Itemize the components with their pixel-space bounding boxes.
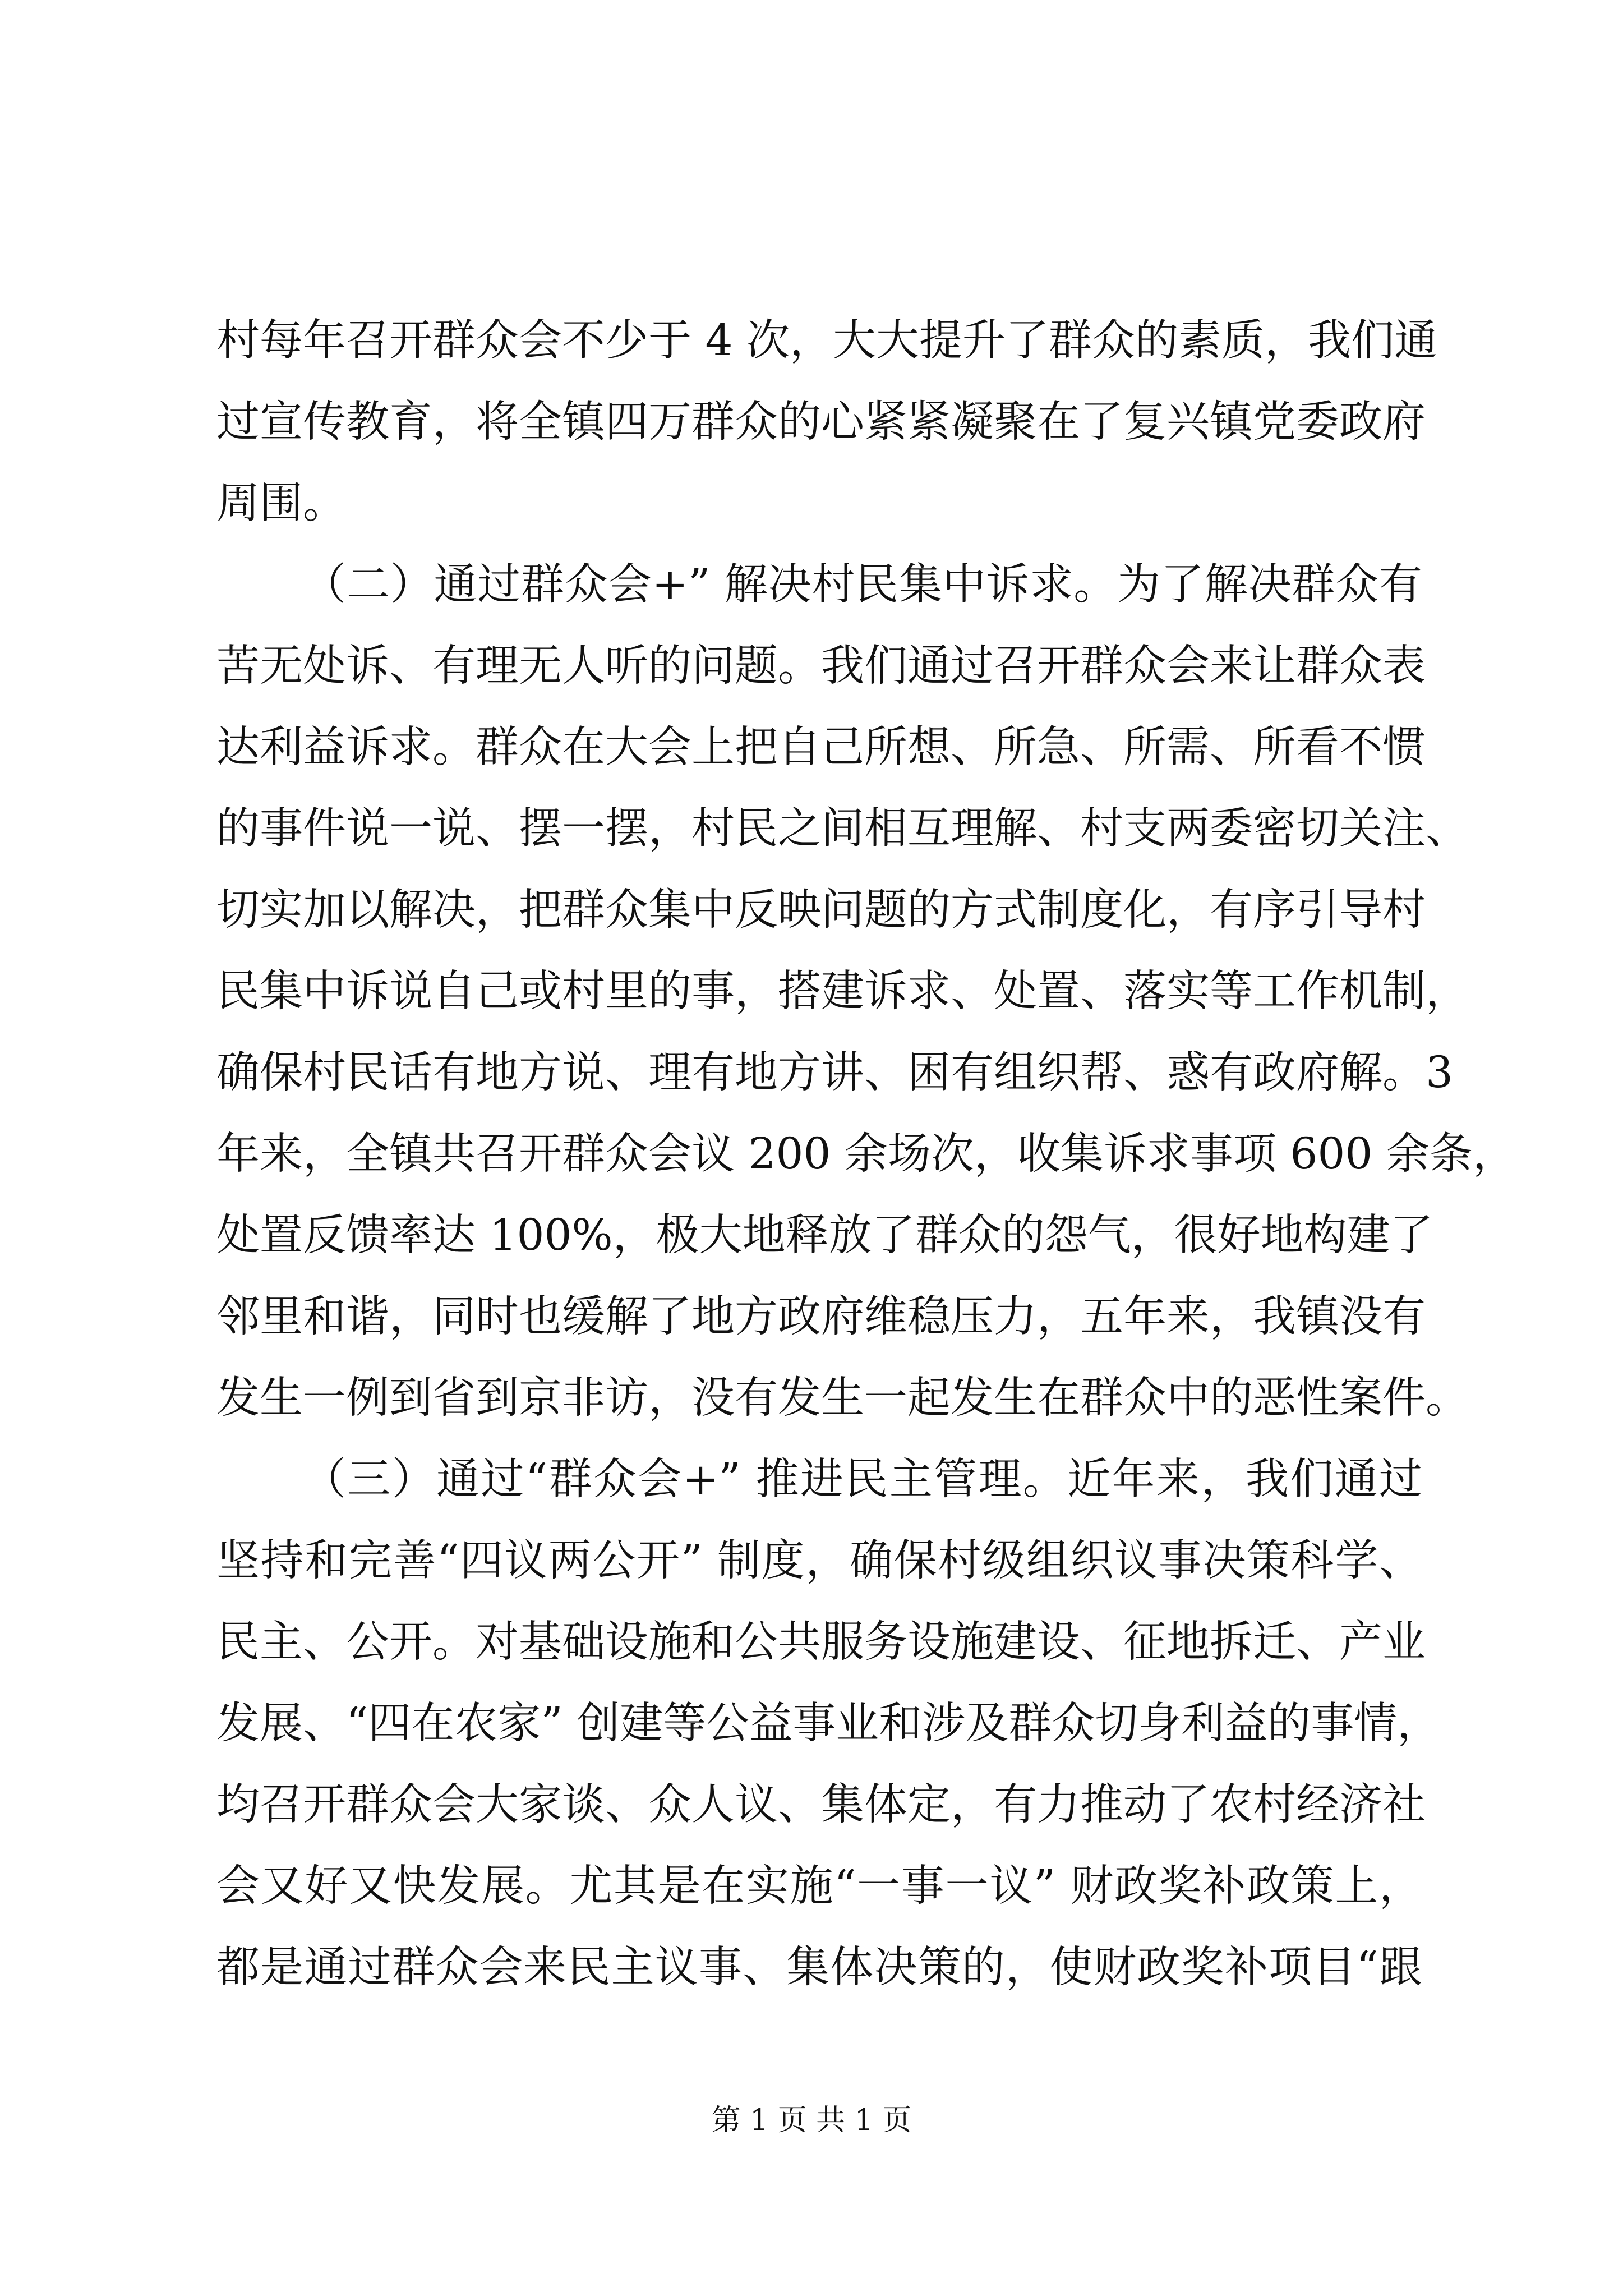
text-line: 年来，全镇共召开群众会议 200 余场次，收集诉求事项 600 余条，	[216, 1129, 1516, 1179]
text-line: 处置反馈率达 100%，极大地释放了群众的怨气，很好地构建了	[216, 1211, 1433, 1260]
text-line: 苦无处诉、有理无人听的问题。我们通过召开群众会来让群众表	[216, 641, 1426, 691]
text-line: 邻里和谐，同时也缓解了地方政府维稳压力，五年来，我镇没有	[216, 1292, 1426, 1342]
text-line: 过宣传教育，将全镇四万群众的心紧紧凝聚在了复兴镇党委政府	[216, 397, 1426, 447]
text-line: 切实加以解决，把群众集中反映问题的方式制度化，有序引导村	[216, 885, 1426, 935]
text-line: 民集中诉说自己或村里的事，搭建诉求、处置、落实等工作机制，	[216, 967, 1469, 1016]
text-line: 发展、“四在农家” 创建等公益事业和涉及群众切身利益的事情，	[216, 1699, 1441, 1749]
page-footer: 第 1 页 共 1 页	[711, 2104, 912, 2137]
text-line: 都是通过群众会来民主议事、集体决策的，使财政奖补项目“跟	[216, 1943, 1422, 1993]
text-line: 确保村民话有地方说、理有地方讲、困有组织帮、惑有政府解。3	[216, 1048, 1453, 1098]
text-line: 达利益诉求。群众在大会上把自己所想、所急、所需、所看不惯	[216, 723, 1426, 772]
text-line: 周围。	[216, 478, 346, 528]
text-line: 坚持和完善“四议两公开” 制度，确保村级组织议事决策科学、	[216, 1536, 1422, 1586]
paragraph-heading-line: （三）通过“群众会+” 推进民主管理。近年来，我们通过	[303, 1455, 1422, 1504]
text-line: 民主、公开。对基础设施和公共服务设施建设、征地拆迁、产业	[216, 1617, 1426, 1667]
body-text	[216, 300, 1516, 2008]
text-line: 均召开群众会大家谈、众人议、集体定，有力推动了农村经济社	[216, 1780, 1426, 1830]
text-line: 村每年召开群众会不少于 4 次，大大提升了群众的素质，我们通	[216, 316, 1437, 366]
text-line: 会又好又快发展。尤其是在实施“一事一议” 财政奖补政策上，	[216, 1861, 1422, 1911]
paragraph-heading-line: （二）通过群众会+” 解决村民集中诉求。为了解决群众有	[303, 560, 1422, 610]
text-line: 的事件说一说、摆一摆，村民之间相互理解、村支两委密切关注、	[216, 804, 1469, 854]
text-line: 发生一例到省到京非访，没有发生一起发生在群众中的恶性案件。	[216, 1373, 1469, 1423]
